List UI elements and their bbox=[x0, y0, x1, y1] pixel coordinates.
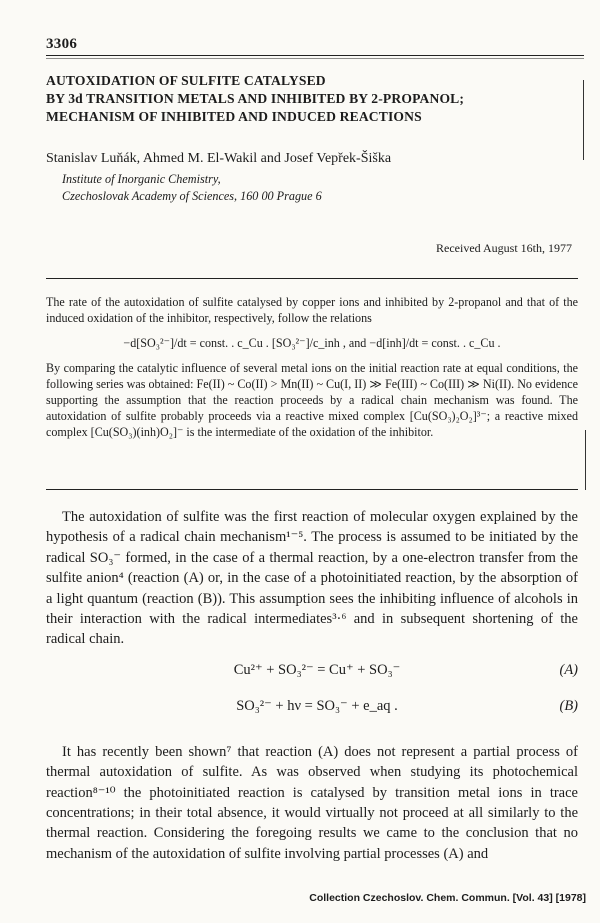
title-line-2: BY 3d TRANSITION METALS AND INHIBITED BY 2-PROPANOL; bbox=[46, 91, 465, 106]
affiliation-line-1: Institute of Inorganic Chemistry, bbox=[62, 172, 221, 186]
authors: Stanislav Luňák, Ahmed M. El-Wakil and Josef Vepřek-Šiška bbox=[46, 151, 392, 166]
title-line-1: AUTOXIDATION OF SULFITE CATALYSED bbox=[46, 73, 326, 88]
equation-a-label: (A) bbox=[559, 661, 578, 678]
page-number: 3306 bbox=[46, 36, 78, 52]
abstract-equation: −d[SO₃²⁻]/dt = const. . c_Cu . [SO₃²⁻]/c_inh , and −d[inh]/dt = const. . c_Cu . bbox=[123, 336, 501, 350]
received-date: Received August 16th, 1977 bbox=[436, 241, 572, 255]
body-paragraph-2: It has recently been shown⁷ that reaction (A) does not represent a partial process of thermal autoxidation of sulfite. As was observed when studying its photochemical reaction⁸⁻¹⁰ the photoinitiated reaction is catalysed by transition metal ions in trace concentrations; in their total absence, it would virtually not proceed at all similarly to the thermal reaction. Considering the foregoing results we came to the conclusion that no mechanism of the autoxidation of sulfite involving partial processes (A) and bbox=[46, 743, 578, 862]
header-rule-thin bbox=[46, 58, 584, 59]
title-line-3: MECHANISM OF INHIBITED AND INDUCED REACTIONS bbox=[46, 109, 422, 124]
abstract-top-rule bbox=[46, 278, 578, 279]
body-paragraph-1: The autoxidation of sulfite was the first reaction of molecular oxygen explained by the hypothesis of a radical chain mechanism¹⁻⁵. The process is assumed to be initiated by the radical SO₃⁻ formed, in the case of a thermal reaction, by a one-electron transfer from the sulfite anion⁴ (reaction (A) or, in the case of a photoinitiated reaction, by the absorption of a light quantum (reaction (B)). This assumption sees the inhibiting influence of alcohols in their interaction with the radical intermediates³·⁶ and in subsequent shortening of the radical chain. bbox=[46, 509, 578, 648]
equation-b-label: (B) bbox=[559, 697, 578, 714]
abstract bbox=[46, 294, 578, 440]
equation-b-row bbox=[46, 696, 578, 732]
article-title bbox=[46, 72, 576, 126]
affiliation bbox=[62, 171, 322, 205]
equation-a: Cu²⁺ + SO₃²⁻ = Cu⁺ + SO₃⁻ bbox=[233, 661, 401, 678]
scan-edge-mark-lower bbox=[585, 430, 586, 490]
abstract-bottom-rule bbox=[46, 489, 578, 490]
affiliation-line-2: Czechoslovak Academy of Sciences, 160 00 Prague 6 bbox=[62, 189, 322, 203]
scan-edge-mark bbox=[583, 80, 584, 160]
article-body bbox=[46, 507, 578, 864]
abstract-paragraph-1: The rate of the autoxidation of sulfite catalysed by copper ions and inhibited by 2-propanol and that of the induced oxidation of the inhibitor, respectively, follow the relations bbox=[46, 295, 578, 325]
equation-b: SO₃²⁻ + hν = SO₃⁻ + e_aq . bbox=[236, 697, 398, 714]
equation-a-row bbox=[46, 660, 578, 696]
abstract-paragraph-2: By comparing the catalytic influence of several metal ions on the initial reaction rate at equal conditions, the following series was obtained: Fe(II) ~ Co(II) > Mn(II) ~ Cu(I, II) ≫ Fe(III) ~ Co(III) ≫ Ni(II). No evidence supporting the assumption that the reaction proceeds by a radical chain mechanism was found. The autoxidation of sulfite probably proceeds via a reactive mixed complex [Cu(SO₃)₂O₂]³⁻; a reactive mixed complex [Cu(SO₃)(inh)O₂]⁻ is the intermediate of the oxidation of the inhibitor. bbox=[46, 361, 578, 439]
reaction-equations bbox=[46, 660, 578, 732]
header-rule bbox=[46, 55, 584, 56]
journal-footer: Collection Czechoslov. Chem. Commun. [Vol. 43] [1978] bbox=[309, 892, 586, 904]
